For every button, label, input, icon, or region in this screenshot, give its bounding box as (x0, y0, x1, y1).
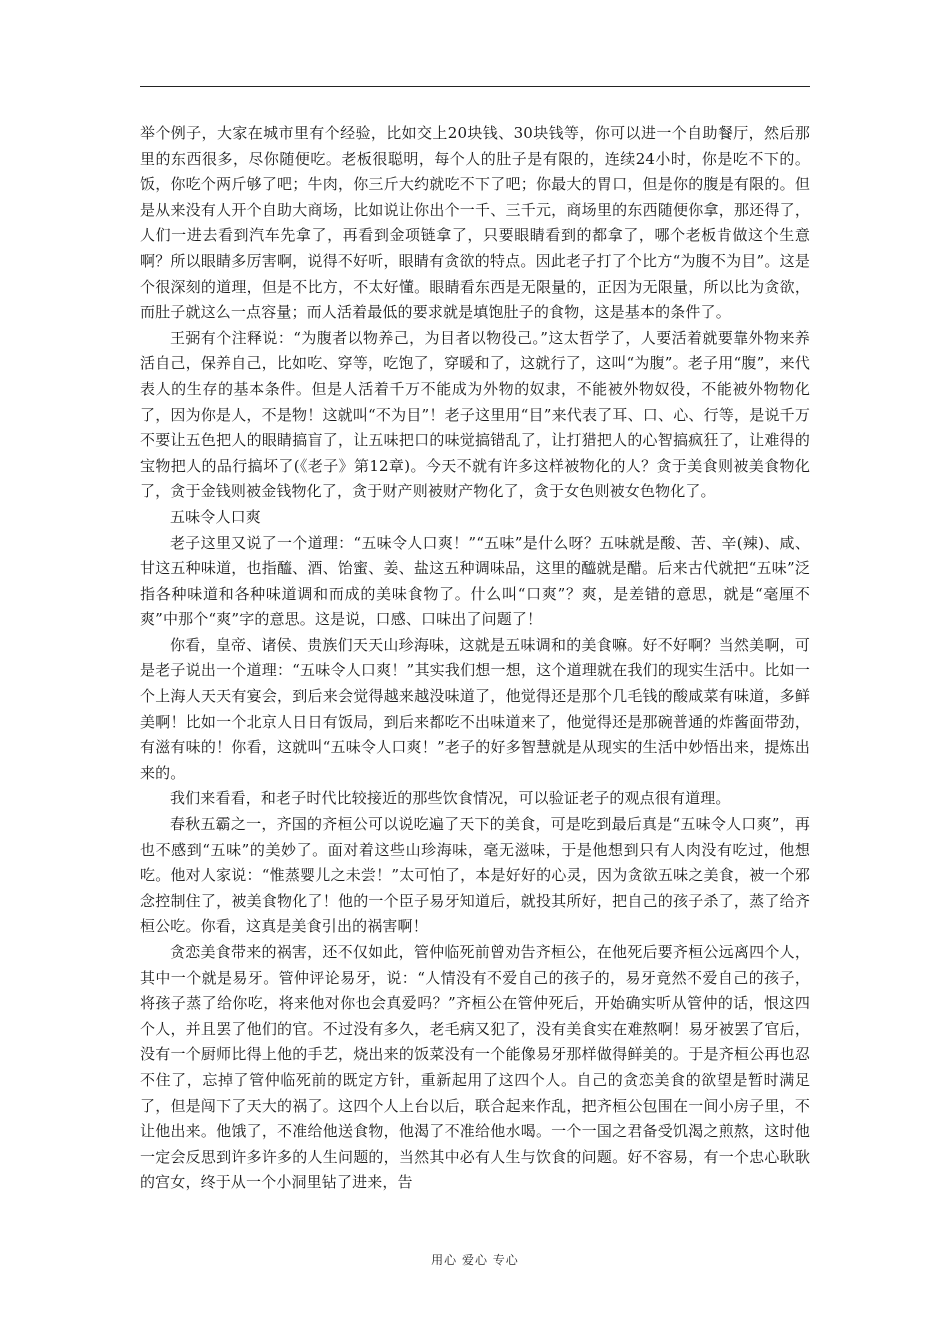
page-footer: 用心 爱心 专心 (431, 1253, 519, 1267)
paragraph: 举个例子，大家在城市里有个经验，比如交上20块钱、30块钱等，你可以进一个自助餐厅，然后那里的东西很多，尽你随便吃。老板很聪明，每个人的肚子是有限的，连续24小时，你是吃不下的。饭，你吃个两斤够了吧；牛肉，你三斤大约就吃不下了吧；你最大的胃口，但是你的腹是有限的。但是从来没有人开个自助大商场，比如说让你出个一千、三千元，商场里的东西随便你拿，那还得了，人们一进去看到汽车先拿了，再看到金项链拿了，只要眼睛看到的都拿了，哪个老板肯做这个生意啊？所以眼睛多厉害啊，说得不好听，眼睛有贪欲的特点。因此老子打了个比方“为腹不为目”。这是个很深刻的道理，但是不比方，不太好懂。眼睛看东西是无限量的，正因为无限量，所以比为贪欲，而肚子就这么一点容量；而人活着最低的要求就是填饱肚子的食物，这是基本的条件了。 (140, 124, 810, 322)
header-rule (140, 86, 810, 87)
section-heading: 五味令人口爽 (170, 507, 261, 526)
paragraph: 春秋五霸之一，齐国的齐桓公可以说吃遍了天下的美食，可是吃到最后真是“五味令人口爽”，再也不感到“五味”的美妙了。面对着这些山珍海味，毫无滋味，于是他想到只有人肉没有吃过，他想吃。他对人家说：“惟蒸婴儿之未尝！”太可怕了，本是好好的心灵，因为贪欲五味之美食，被一个邪念控制住了，被美食物化了！他的一个臣子易牙知道后，就投其所好，把自己的孩子杀了，蒸了给齐桓公吃。你看，这真是美食引出的祸害啊！ (140, 815, 810, 936)
paragraph: 王弼有个注释说：“为腹者以物养己，为目者以物役己。”这太哲学了，人要活着就要靠外物来养活自己，保养自己，比如吃、穿等，吃饱了，穿暖和了，这就行了，这叫“为腹”。老子用“腹”，来代表人的生存的基本条件。但是人活着千万不能成为外物的奴隶，不能被外物奴役，不能被外物物化了，因为你是人，不是物！这就叫“不为目”！老子这里用“目”来代表了耳、口、心、行等，是说千万不要让五色把人的眼睛搞盲了，让五味把口的味觉搞错乱了，让打猎把人的心智搞疯狂了，让难得的宝物把人的品行搞坏了(《老子》第12章)。今天不就有许多这样被物化的人？贪于美食则被美食物化了，贪于金钱则被金钱物化了，贪于财产则被财产物化了，贪于女色则被女色物化了。 (140, 328, 810, 501)
paragraph: 我们来看看，和老子时代比较接近的那些饮食情况，可以验证老子的观点很有道理。 (170, 789, 731, 808)
body-text (140, 121, 810, 1196)
paragraph: 老子这里又说了一个道理：“五味令人口爽！”“五味”是什么呀？五味就是酸、苦、辛(辣)、咸、甘这五种味道，也指醯、酒、饴蜜、姜、盐这五种调味品，这里的醯就是醋。后来古代就把“五味”泛指各种味道和各种味道调和而成的美味食物了。什么叫“口爽”？爽，是差错的意思，就是“毫厘不爽”中那个“爽”字的意思。这是说，口感、口味出了问题了！ (140, 533, 810, 629)
paragraph: 贪恋美食带来的祸害，还不仅如此，管仲临死前曾劝告齐桓公，在他死后要齐桓公远离四个人，其中一个就是易牙。管仲评论易牙，说：“人情没有不爱自己的孩子的，易牙竟然不爱自己的孩子，将孩子蒸了给你吃，将来他对你也会真爱吗？”齐桓公在管仲死后，开始确实听从管仲的话，恨这四个人，并且罢了他们的官。不过没有多久，老毛病又犯了，没有美食实在难熬啊！易牙被罢了官后，没有一个厨师比得上他的手艺，烧出来的饭菜没有一个能像易牙那样做得鲜美的。于是齐桓公再也忍不住了，忘掉了管仲临死前的既定方针，重新起用了这四个人。自己的贪恋美食的欲望是暂时满足了，但是闯下了天大的祸了。这四个人上台以后，联合起来作乱，把齐桓公包围在一间小房子里，不让他出来。他饿了，不准给他送食物，他渴了不准给他水喝。一个一国之君备受饥渴之煎熬，这时他一定会反思到许多许多的人生问题的，当然其中必有人生与饮食的问题。好不容易，有一个忠心耿耿的宫女，终于从一个小洞里钻了进来，告 (140, 943, 810, 1192)
paragraph: 你看，皇帝、诸侯、贵族们天天山珍海味，这就是五味调和的美食嘛。好不好啊？当然美啊，可是老子说出一个道理：“五味令人口爽！”其实我们想一想，这个道理就在我们的现实生活中。比如一个上海人天天有宴会，到后来会觉得越来越没味道了，他觉得还是那个几毛钱的酸咸菜有味道，多鲜美啊！比如一个北京人日日有饭局，到后来都吃不出味道来了，他觉得还是那碗普通的炸酱面带劲，有滋有味的！你看，这就叫“五味令人口爽！”老子的好多智慧就是从现实的生活中妙悟出来，提炼出来的。 (140, 635, 810, 782)
